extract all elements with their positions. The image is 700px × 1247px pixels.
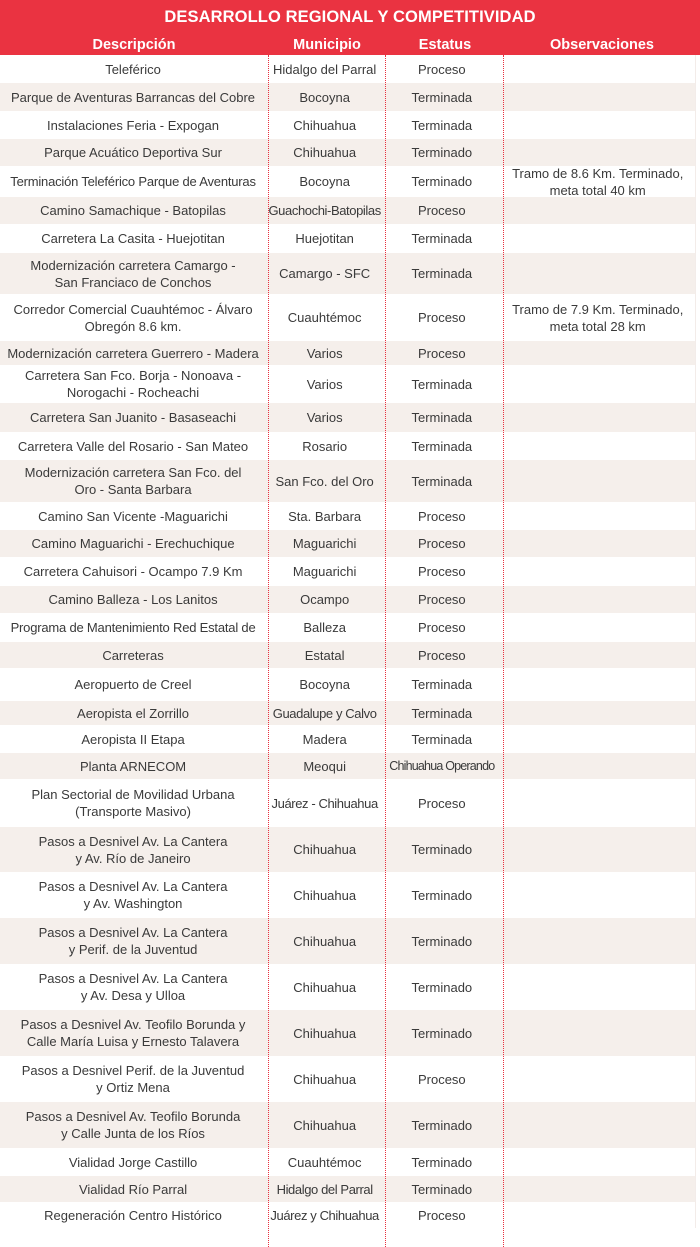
table-title: DESARROLLO REGIONAL Y COMPETITIVIDAD bbox=[0, 0, 700, 34]
cell-descripcion: Corredor Comercial Cuauhtémoc - Álvaro Obregón 8.6 km. bbox=[13, 301, 253, 334]
cell-estatus: Terminado bbox=[411, 1117, 473, 1133]
cell-observaciones bbox=[500, 530, 695, 557]
table-row bbox=[0, 701, 696, 725]
cell-descripcion: Instalaciones Feria - Expogan bbox=[47, 117, 220, 133]
cell-descripcion: Parque de Aventuras Barrancas del Cobre bbox=[11, 89, 256, 105]
cell-municipio: Meoqui bbox=[303, 758, 346, 774]
table-row bbox=[0, 253, 696, 294]
cell-observaciones bbox=[500, 827, 695, 872]
cell-estatus: Proceso bbox=[417, 345, 466, 361]
table-row bbox=[0, 753, 696, 779]
cell-estatus: Proceso bbox=[417, 1207, 466, 1223]
table-row bbox=[0, 586, 696, 613]
header-estatus: Estatus bbox=[418, 36, 472, 53]
cell-observaciones bbox=[500, 432, 695, 460]
table-row bbox=[0, 779, 696, 827]
cell-municipio: Chihuahua bbox=[293, 1117, 357, 1133]
table-row bbox=[0, 83, 696, 111]
cell-estatus: Terminado bbox=[411, 842, 473, 857]
cell-municipio: Bocoyna bbox=[299, 677, 350, 692]
cell-descripcion: Programa de Mantenimiento Red Estatal de bbox=[10, 620, 256, 635]
cell-municipio: Bocoyna bbox=[299, 89, 350, 105]
cell-estatus: Proceso bbox=[417, 536, 466, 551]
table-row bbox=[0, 1202, 696, 1228]
table-row bbox=[0, 365, 696, 403]
cell-municipio: Chihuahua bbox=[293, 117, 357, 133]
cell-descripcion: Camino Balleza - Los Lanitos bbox=[48, 592, 218, 607]
cell-estatus: Terminado bbox=[411, 145, 473, 160]
cell-descripcion: Terminación Teleférico Parque de Aventuras bbox=[10, 174, 256, 189]
cell-observaciones bbox=[500, 403, 695, 432]
cell-municipio: San Fco. del Oro bbox=[275, 473, 374, 489]
cell-municipio: Chihuahua bbox=[293, 933, 357, 949]
header-municipio: Municipio bbox=[293, 36, 361, 53]
cell-municipio: Cuauhtémoc bbox=[287, 1154, 362, 1170]
table-row bbox=[0, 460, 696, 502]
cell-observaciones bbox=[500, 139, 695, 166]
cell-observaciones bbox=[500, 557, 695, 586]
table-row bbox=[0, 197, 696, 224]
cell-descripcion: Pasos a Desnivel Av. La Cantera y Av. Desa y Ulloa bbox=[38, 971, 228, 1003]
cell-observaciones bbox=[500, 642, 695, 668]
table-row bbox=[0, 557, 696, 586]
cell-observaciones bbox=[500, 701, 695, 725]
cell-municipio: Varios bbox=[306, 345, 343, 361]
cell-observaciones bbox=[500, 197, 695, 224]
cell-descripcion: Pasos a Desnivel Av. La Cantera y Perif. de la Juventud bbox=[38, 925, 228, 957]
cell-estatus: Proceso bbox=[417, 620, 466, 635]
cell-observaciones bbox=[500, 753, 695, 779]
cell-descripcion: Carretera Cahuisori - Ocampo 7.9 Km bbox=[23, 564, 243, 579]
cell-municipio: Huejotitan bbox=[295, 231, 354, 246]
table-row bbox=[0, 613, 696, 642]
cell-descripcion: Carreteras bbox=[102, 647, 164, 663]
cell-observaciones: Tramo de 8.6 Km. Terminado, meta total 40 km bbox=[512, 165, 684, 198]
cell-municipio: Chihuahua bbox=[293, 842, 357, 857]
cell-estatus: Terminado bbox=[411, 174, 473, 189]
cell-municipio: Maguarichi bbox=[292, 564, 357, 579]
cell-municipio: Chihuahua bbox=[293, 1071, 357, 1087]
cell-estatus: Terminado bbox=[411, 933, 473, 949]
cell-descripcion: Regeneración Centro Histórico bbox=[44, 1207, 222, 1223]
table-row bbox=[0, 642, 696, 668]
cell-estatus: Chihuahua Operando bbox=[389, 758, 495, 773]
cell-descripcion: Pasos a Desnivel Av. Teofilo Borunda y Calle Junta de los Ríos bbox=[25, 1109, 241, 1141]
cell-estatus: Proceso bbox=[417, 203, 466, 218]
cell-estatus: Proceso bbox=[417, 310, 466, 325]
cell-estatus: Terminada bbox=[411, 731, 473, 747]
cell-municipio: Rosario bbox=[302, 438, 348, 454]
cell-descripcion: Planta ARNECOM bbox=[79, 758, 187, 774]
cell-descripcion: Carretera Valle del Rosario - San Mateo bbox=[17, 438, 249, 454]
table-row bbox=[0, 725, 696, 753]
cell-municipio: Balleza bbox=[303, 620, 346, 635]
cell-estatus: Terminada bbox=[411, 677, 473, 692]
cell-descripcion: Aeropista II Etapa bbox=[81, 731, 185, 747]
cell-estatus: Proceso bbox=[417, 647, 466, 663]
cell-municipio: Chihuahua bbox=[293, 145, 357, 160]
cell-municipio: Hidalgo del Parral bbox=[276, 1181, 373, 1197]
cell-municipio: Chihuahua bbox=[293, 1025, 357, 1041]
cell-descripcion: Carretera San Fco. Borja - Nonoava - Norogachi - Rocheachi bbox=[25, 368, 242, 400]
cell-observaciones bbox=[500, 365, 695, 403]
cell-descripcion: Carretera La Casita - Huejotitan bbox=[41, 231, 225, 246]
cell-observaciones bbox=[500, 83, 695, 111]
cell-observaciones bbox=[500, 224, 695, 253]
cell-observaciones bbox=[500, 872, 695, 918]
cell-descripcion: Modernización carretera San Fco. del Oro - Santa Barbara bbox=[24, 465, 242, 497]
cell-observaciones bbox=[500, 779, 695, 827]
header-observaciones: Observaciones bbox=[550, 36, 654, 53]
cell-municipio: Camargo - SFC bbox=[279, 266, 371, 281]
cell-observaciones bbox=[500, 502, 695, 530]
cell-descripcion: Modernización carretera Camargo - San Franciaco de Conchos bbox=[30, 257, 236, 290]
table-row bbox=[0, 530, 696, 557]
table-row bbox=[0, 1148, 696, 1176]
table-row bbox=[0, 139, 696, 166]
table-row bbox=[0, 403, 696, 432]
cell-descripcion: Pasos a Desnivel Av. La Cantera y Av. Río de Janeiro bbox=[38, 833, 228, 866]
cell-estatus: Terminado bbox=[411, 1181, 473, 1197]
table-body bbox=[0, 55, 700, 1228]
cell-descripcion: Camino Maguarichi - Erechuchique bbox=[31, 536, 235, 551]
cell-estatus: Terminada bbox=[411, 231, 473, 246]
cell-municipio: Guadalupe y Calvo bbox=[272, 705, 377, 721]
cell-observaciones bbox=[500, 918, 695, 964]
cell-municipio: Juárez - Chihuahua bbox=[271, 795, 378, 811]
table-row bbox=[0, 1102, 696, 1148]
cell-observaciones: Tramo de 7.9 Km. Terminado, meta total 28 km bbox=[512, 301, 684, 334]
cell-estatus: Terminada bbox=[411, 705, 473, 721]
cell-descripcion: Teleférico bbox=[105, 61, 161, 77]
cell-descripcion: Carretera San Juanito - Basaseachi bbox=[30, 410, 236, 425]
table-row bbox=[0, 1056, 696, 1102]
cell-municipio: Guachochi-Batopilas bbox=[268, 203, 381, 218]
cell-estatus: Terminada bbox=[411, 473, 473, 489]
table-row bbox=[0, 341, 696, 365]
cell-municipio: Hidalgo del Parral bbox=[272, 61, 377, 77]
cell-descripcion: Aeropista el Zorrillo bbox=[77, 705, 190, 721]
cell-estatus: Proceso bbox=[417, 61, 466, 77]
table-row bbox=[0, 432, 696, 460]
cell-municipio: Cuauhtémoc bbox=[287, 310, 362, 325]
table-row bbox=[0, 668, 696, 701]
cell-observaciones bbox=[500, 1176, 695, 1202]
cell-observaciones bbox=[500, 964, 695, 1010]
cell-municipio: Ocampo bbox=[300, 592, 350, 607]
table-row bbox=[0, 827, 696, 872]
cell-descripcion: Vialidad Jorge Castillo bbox=[68, 1154, 198, 1170]
cell-estatus: Terminada bbox=[411, 266, 473, 281]
cell-descripcion: Plan Sectorial de Movilidad Urbana (Transporte Masivo) bbox=[31, 787, 235, 819]
table-row bbox=[0, 1010, 696, 1056]
cell-observaciones bbox=[500, 1148, 695, 1176]
cell-descripcion: Vialidad Río Parral bbox=[78, 1181, 188, 1197]
cell-observaciones bbox=[500, 725, 695, 753]
header-descripcion: Descripción bbox=[92, 36, 176, 53]
cell-observaciones bbox=[500, 341, 695, 365]
cell-descripcion: Camino San Vicente -Maguarichi bbox=[38, 508, 228, 524]
cell-municipio: Maguarichi bbox=[292, 536, 357, 551]
cell-observaciones bbox=[500, 586, 695, 613]
cell-observaciones bbox=[500, 1010, 695, 1056]
cell-observaciones bbox=[500, 1056, 695, 1102]
cell-estatus: Terminado bbox=[411, 1154, 473, 1170]
cell-descripcion: Modernización carretera Guerrero - Madera bbox=[7, 345, 259, 361]
table-row bbox=[0, 1176, 696, 1202]
table-header-row bbox=[0, 34, 700, 55]
table-row bbox=[0, 964, 696, 1010]
cell-estatus: Terminada bbox=[411, 89, 473, 105]
cell-observaciones bbox=[500, 55, 695, 83]
cell-municipio: Bocoyna bbox=[299, 174, 350, 189]
cell-descripcion: Parque Acuático Deportiva Sur bbox=[44, 145, 222, 160]
cell-municipio: Juárez y Chihuahua bbox=[270, 1207, 379, 1223]
cell-descripcion: Aeropuerto de Creel bbox=[74, 677, 192, 692]
cell-estatus: Proceso bbox=[417, 508, 466, 524]
cell-municipio: Varios bbox=[306, 376, 343, 392]
cell-estatus: Terminada bbox=[411, 410, 473, 425]
cell-estatus: Terminado bbox=[411, 979, 473, 995]
cell-descripcion: Camino Samachique - Batopilas bbox=[40, 203, 226, 218]
cell-estatus: Terminada bbox=[411, 438, 473, 454]
cell-observaciones bbox=[500, 253, 695, 294]
cell-descripcion: Pasos a Desnivel Av. La Cantera y Av. Washington bbox=[38, 879, 228, 911]
cell-estatus: Proceso bbox=[417, 592, 466, 607]
cell-estatus: Terminado bbox=[411, 887, 473, 903]
table-row bbox=[0, 166, 696, 197]
cell-estatus: Terminado bbox=[411, 1025, 473, 1041]
table-row bbox=[0, 224, 696, 253]
table-row bbox=[0, 502, 696, 530]
cell-observaciones bbox=[500, 460, 695, 502]
cell-observaciones bbox=[500, 1102, 695, 1148]
cell-municipio: Varios bbox=[306, 410, 343, 425]
cell-municipio: Sta. Barbara bbox=[288, 508, 362, 524]
cell-estatus: Proceso bbox=[417, 564, 466, 579]
cell-municipio: Chihuahua bbox=[293, 979, 357, 995]
cell-municipio: Estatal bbox=[304, 647, 345, 663]
cell-descripcion: Pasos a Desnivel Perif. de la Juventud y Ortiz Mena bbox=[21, 1063, 245, 1095]
table-row bbox=[0, 872, 696, 918]
cell-estatus: Proceso bbox=[417, 1071, 466, 1087]
cell-descripcion: Pasos a Desnivel Av. Teofilo Borunda y Calle María Luisa y Ernesto Talavera bbox=[20, 1017, 246, 1049]
cell-estatus: Terminada bbox=[411, 117, 473, 133]
table-row bbox=[0, 294, 696, 341]
cell-observaciones bbox=[500, 668, 695, 701]
table-row bbox=[0, 55, 696, 83]
cell-observaciones bbox=[500, 1202, 695, 1228]
table-row bbox=[0, 111, 696, 139]
cell-municipio: Madera bbox=[302, 731, 347, 747]
cell-observaciones bbox=[500, 111, 695, 139]
cell-municipio: Chihuahua bbox=[293, 887, 357, 903]
cell-estatus: Proceso bbox=[417, 795, 466, 811]
cell-estatus: Terminada bbox=[411, 376, 473, 392]
cell-observaciones bbox=[500, 613, 695, 642]
table-row bbox=[0, 918, 696, 964]
